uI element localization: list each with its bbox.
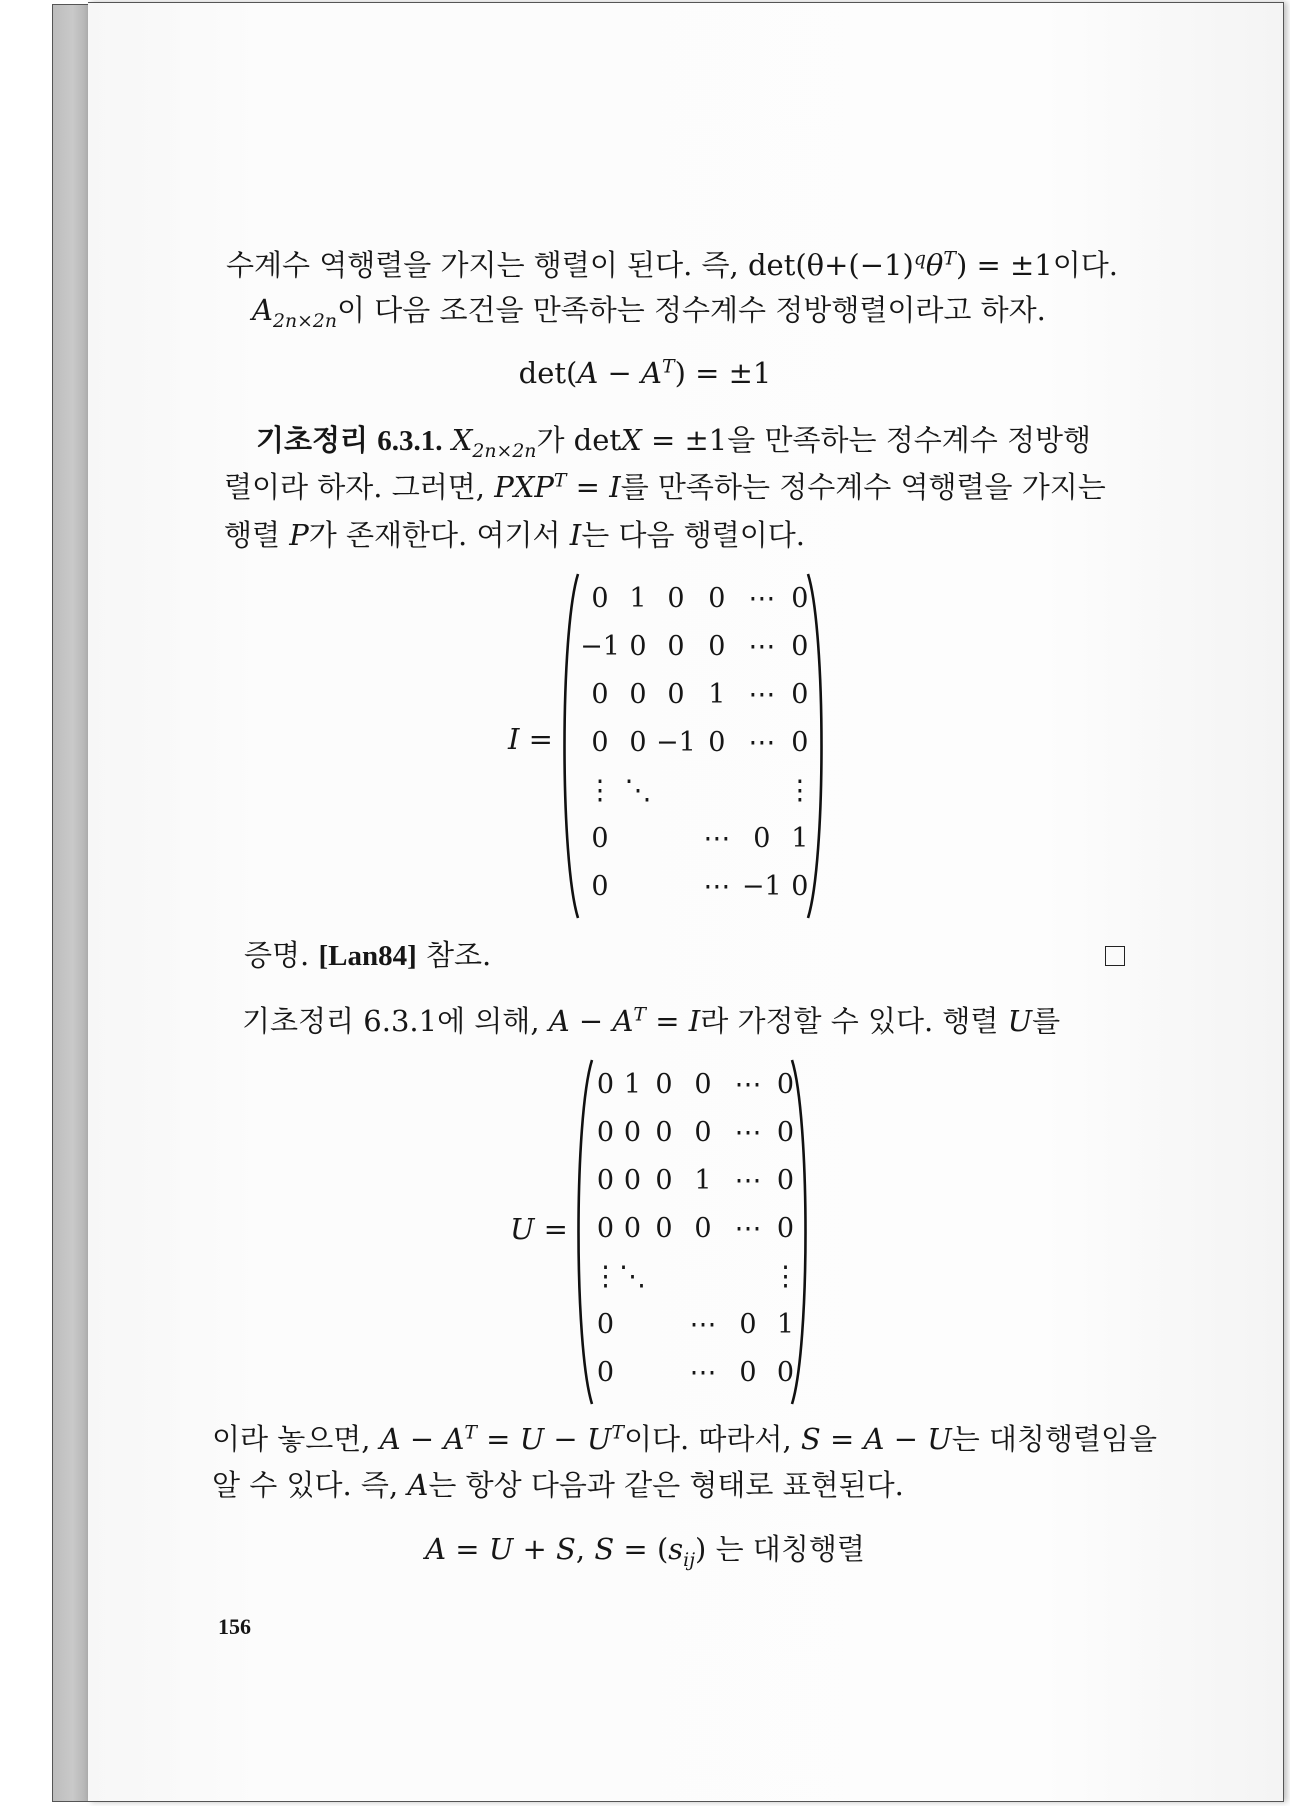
matrix-cell: 0	[776, 1212, 795, 1244]
matrix-cell: 0	[655, 1068, 673, 1100]
matrix-row	[580, 718, 814, 766]
matrix-row	[592, 1060, 799, 1108]
matrix-cell	[738, 766, 786, 814]
matrix-cell: 0	[667, 582, 685, 614]
matrix-cell	[620, 862, 656, 910]
matrix-cell	[656, 814, 696, 862]
matrix-cell: 0	[791, 582, 809, 614]
matrix-cell: 0	[694, 1068, 712, 1100]
matrix-row	[580, 814, 814, 862]
matrix-cell: 0	[629, 630, 647, 662]
matrix-row	[592, 1348, 799, 1396]
matrix-cell: 0	[708, 630, 726, 662]
matrix-cell: 0	[629, 678, 647, 710]
matrix-cell: 0	[623, 1164, 642, 1196]
matrix-cell: 1	[791, 822, 809, 854]
matrix-cell: −1	[580, 630, 620, 662]
matrix-cell: 0	[629, 726, 647, 758]
matrix-cell: ⋯	[734, 1164, 762, 1196]
matrix-cell: 0	[596, 1068, 615, 1100]
matrix-cell: ⋱	[619, 1260, 646, 1292]
matrix-cell: 0	[667, 678, 685, 710]
matrix-cell: 0	[655, 1212, 673, 1244]
matrix-row	[592, 1156, 799, 1204]
matrix-cell	[620, 814, 656, 862]
matrix-cell: 0	[694, 1212, 712, 1244]
matrix-cell: 0	[739, 1308, 757, 1340]
matrix-cell: 1	[776, 1308, 795, 1340]
matrix-cell: 0	[596, 1356, 615, 1388]
matrix-cell: ⋮	[786, 774, 814, 806]
matrix-cell: 0	[739, 1356, 757, 1388]
matrix-cell: 0	[791, 678, 809, 710]
matrix-cell: ⋯	[748, 678, 776, 710]
lemma-line-2: 렬이라 하자. 그러면, $PXP^T = I$를 만족하는 정수계수 역행렬을 가지는	[224, 470, 1106, 504]
matrix-row	[580, 574, 814, 622]
matrix-cell	[724, 1252, 772, 1300]
matrix-row	[592, 1108, 799, 1156]
matrix-cell: ⋯	[734, 1212, 762, 1244]
matrix-u	[592, 1060, 799, 1396]
matrix-cell	[646, 1252, 682, 1300]
text-line-1: 수계수 역행렬을 가지는 행렬이 된다. 즉, $\det(\theta+(-1)^q\theta^T) = \pm 1$이다.	[226, 248, 1118, 282]
matrix-cell: ⋯	[748, 630, 776, 662]
matrix-cell: 0	[596, 1212, 615, 1244]
matrix-cell: 0	[791, 630, 809, 662]
equation-det: $\det(A - A^T) = \pm 1$	[518, 356, 772, 390]
lemma-line-1: 기초정리 6.3.1. $X_{2n\times 2n}$가 detX = ±1을 만족하는 정수계수 정방행	[256, 423, 1092, 462]
text-line-s2: 알 수 있다. 즉, A는 항상 다음과 같은 형태로 표현된다.	[212, 1468, 904, 1502]
matrix-cell	[619, 1300, 646, 1348]
matrix-cell: 0	[708, 582, 726, 614]
matrix-cell: ⋯	[748, 582, 776, 614]
matrix-cell: 0	[655, 1116, 673, 1148]
equation-a-us: A = U + S, $S = (s_{ij})$ 는 대칭행렬	[425, 1532, 865, 1571]
matrix-cell: 0	[776, 1356, 795, 1388]
lemma-title: 기초정리	[256, 425, 369, 457]
matrix-u-label: U =	[510, 1212, 568, 1246]
matrix-cell: 0	[655, 1164, 673, 1196]
lemma-number: 6.3.1.	[377, 425, 443, 457]
matrix-cell: ⋯	[734, 1116, 762, 1148]
matrix-row	[580, 766, 814, 814]
proof-label: 증명.	[244, 938, 310, 972]
matrix-row	[592, 1300, 799, 1348]
matrix-cell: ⋯	[734, 1068, 762, 1100]
matrix-cell: ⋯	[689, 1308, 717, 1340]
matrix-row	[592, 1204, 799, 1252]
matrix-cell: ⋮	[772, 1260, 799, 1292]
matrix-cell: 0	[791, 870, 809, 902]
matrix-cell: ⋯	[703, 822, 731, 854]
matrix-cell: 0	[753, 822, 771, 854]
matrix-cell: 0	[776, 1116, 795, 1148]
matrix-cell: ⋮	[592, 1260, 619, 1292]
matrix-i-label: I =	[508, 722, 553, 756]
text-line-s1: 이라 놓으면, $A - A^T = U - U^T$이다. 따라서, S = A − U는 대칭행렬임을	[212, 1422, 1158, 1456]
matrix-row	[592, 1252, 799, 1300]
matrix-cell: 1	[629, 582, 647, 614]
page-number: 156	[218, 1614, 251, 1639]
lemma-line-3: 행렬 P가 존재한다. 여기서 I는 다음 행렬이다.	[224, 518, 805, 552]
matrix-i	[580, 574, 814, 910]
text-line-after-proof: 기초정리 6.3.1에 의해, $A - A^T = I$라 가정할 수 있다. 행렬 U를	[242, 1004, 1061, 1038]
matrix-cell	[619, 1348, 646, 1396]
matrix-cell: ⋮	[586, 774, 614, 806]
matrix-cell	[656, 766, 696, 814]
matrix-cell: −1	[656, 726, 696, 758]
matrix-cell: 0	[596, 1308, 615, 1340]
qed-box	[1105, 946, 1125, 966]
text-line-2: $A_{2n\times 2n}$이 다음 조건을 만족하는 정수계수 정방행렬이라고 하자.	[252, 293, 1046, 332]
proof-line: 증명. [Lan84] 참조.	[244, 938, 492, 972]
matrix-cell: 0	[776, 1068, 795, 1100]
matrix-cell	[656, 862, 696, 910]
matrix-cell: 0	[667, 630, 685, 662]
matrix-cell	[646, 1348, 682, 1396]
matrix-cell: 0	[623, 1212, 642, 1244]
matrix-cell: 1	[623, 1068, 642, 1100]
matrix-row	[580, 670, 814, 718]
matrix-cell	[696, 766, 738, 814]
matrix-cell	[646, 1300, 682, 1348]
matrix-cell: 0	[694, 1116, 712, 1148]
matrix-cell: 0	[776, 1164, 795, 1196]
matrix-u-right-paren	[788, 1058, 814, 1406]
matrix-cell: 1	[694, 1164, 712, 1196]
matrix-cell: 0	[623, 1116, 642, 1148]
matrix-cell: 1	[708, 678, 726, 710]
matrix-i-left-paren	[556, 572, 582, 920]
matrix-cell: ⋯	[689, 1356, 717, 1388]
matrix-cell: 0	[591, 870, 609, 902]
matrix-cell: ⋯	[703, 870, 731, 902]
matrix-cell: 0	[596, 1164, 615, 1196]
matrix-cell: ⋯	[748, 726, 776, 758]
matrix-i-right-paren	[804, 572, 830, 920]
matrix-cell: ⋱	[624, 774, 652, 806]
matrix-cell: 0	[591, 822, 609, 854]
matrix-cell: 0	[591, 582, 609, 614]
matrix-cell: −1	[741, 870, 782, 902]
matrix-row	[580, 862, 814, 910]
matrix-cell: 0	[591, 678, 609, 710]
matrix-cell	[682, 1252, 724, 1300]
matrix-cell: 0	[591, 726, 609, 758]
matrix-cell: 0	[596, 1116, 615, 1148]
matrix-cell: 0	[708, 726, 726, 758]
matrix-row	[580, 622, 814, 670]
matrix-cell: 0	[791, 726, 809, 758]
